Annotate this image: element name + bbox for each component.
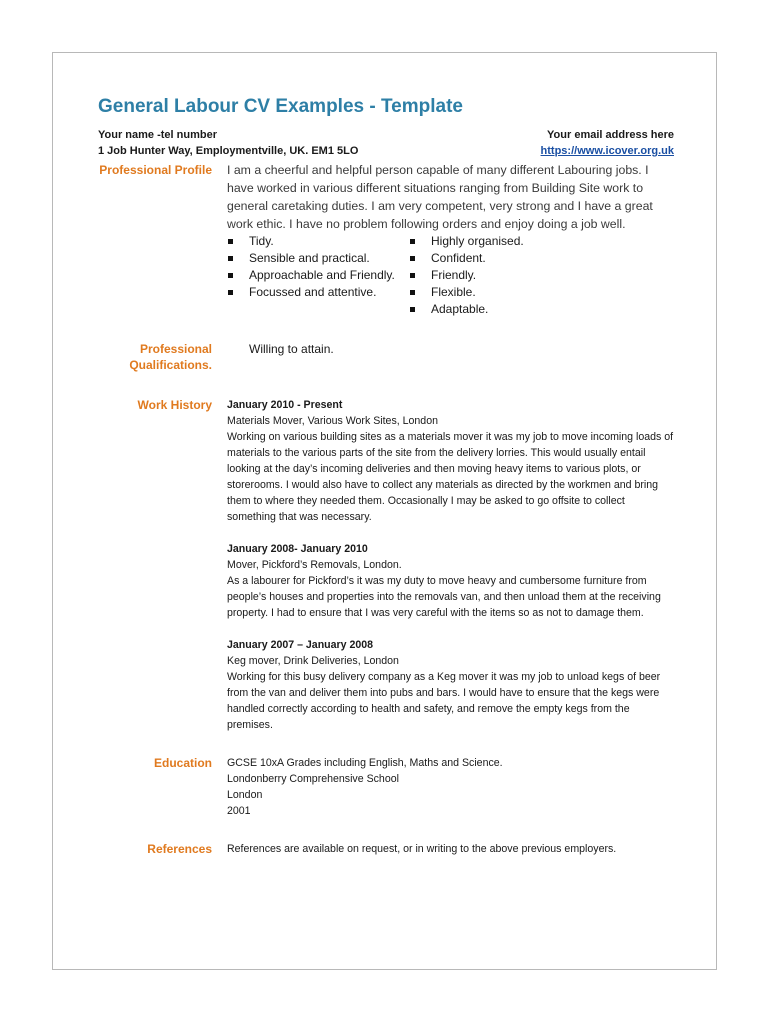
bullet-item: Approachable and Friendly.: [227, 267, 397, 284]
bullet-item: Friendly.: [409, 267, 579, 284]
contact-right: [541, 127, 674, 159]
job-role: Mover, Pickford’s Removals, London.: [227, 559, 402, 571]
bullet-item: Sensible and practical.: [227, 250, 397, 267]
bullets-column-1: [227, 233, 397, 301]
education-body: [227, 755, 674, 819]
job-entry: [227, 397, 674, 525]
profile-section: [98, 161, 674, 319]
address-line: 1 Job Hunter Way, Employmentville, UK. EM1 5LO: [98, 145, 359, 157]
cv-page: [52, 52, 717, 970]
bullet-item: Highly organised.: [409, 233, 579, 250]
job-period: January 2008- January 2010: [227, 543, 368, 555]
job-period: January 2010 - Present: [227, 399, 343, 411]
job-period: January 2007 – January 2008: [227, 639, 374, 651]
references-text: References are available on request, or in writing to the above previous employers.: [227, 843, 617, 855]
qualifications-text: Willing to attain.: [249, 342, 334, 356]
education-label: Education: [153, 756, 212, 770]
job-description: As a labourer for Pickford’s it was my duty to move heavy and cumbersome furniture from people’s houses and properties into the removals van, and then unload them at the receiving property. I had to ensure that I was very careful with the items so as not to damage them.: [227, 575, 661, 619]
name-line: Your name -tel number: [98, 129, 217, 141]
job-entry: [227, 541, 674, 621]
qualifications-body: [227, 341, 674, 357]
references-label: References: [147, 842, 212, 856]
email-line: Your email address here: [547, 129, 674, 141]
education-line: London: [227, 789, 263, 801]
qualifications-label: [98, 341, 212, 373]
work-history-section: [98, 397, 674, 733]
qualifications-label-line2: Qualifications.: [129, 358, 212, 372]
bullets-column-2: [409, 233, 579, 318]
profile-body: [227, 161, 674, 319]
job-entry: [227, 637, 674, 733]
profile-label: Professional Profile: [99, 163, 212, 177]
education-section: [98, 755, 674, 819]
work-history-label: Work History: [137, 398, 212, 412]
contact-block: [98, 127, 674, 161]
bullet-item: Tidy.: [227, 233, 397, 250]
cv-content: [98, 95, 674, 857]
qualifications-section: [98, 341, 674, 391]
work-history-body: [227, 397, 674, 733]
education-line: Londonberry Comprehensive School: [227, 773, 399, 785]
bullet-item: Focussed and attentive.: [227, 284, 397, 301]
bullet-item: Confident.: [409, 250, 579, 267]
education-line: 2001: [227, 805, 251, 817]
bullet-item: Flexible.: [409, 284, 579, 301]
education-line: GCSE 10xA Grades including English, Maths and Science.: [227, 757, 503, 769]
profile-bullets: [227, 233, 674, 319]
profile-text: I am a cheerful and helpful person capable of many different Labouring jobs. I have worked in various different situations ranging from Building Site work to general caretaking duties. I am very competent, very strong and I have a great work ethic. I have no problem following orders and enjoy doing a job well.: [227, 163, 653, 231]
contact-left: [98, 127, 358, 159]
bullet-item: Adaptable.: [409, 301, 579, 318]
references-body: [227, 841, 674, 857]
job-role: Materials Mover, Various Work Sites, London: [227, 415, 438, 427]
website-link[interactable]: https://www.icover.org.uk: [540, 145, 674, 157]
qualifications-label-line1: Professional: [139, 342, 212, 356]
job-description: Working on various building sites as a materials mover it was my job to move incoming loads of materials to the various parts of the site from the delivery lorries. This would usually entail looking at the day’s incoming deliveries and then moving heavy items to various plots, or storerooms. I would also have to collect any materials as directed by the workmen and bring them to where they needed them. Occasionally I may be asked to go offsite to collect something that was necessary.: [227, 431, 674, 523]
job-description: Working for this busy delivery company as a Keg mover it was my job to unload kegs of beer from the van and deliver them into pubs and bars. I would have to ensure that the kegs were handled correctly according to health and safety, and remove the empty kegs from the premises.: [227, 671, 661, 731]
page-title: General Labour CV Examples - Template: [98, 96, 463, 117]
references-section: [98, 841, 674, 857]
job-role: Keg mover, Drink Deliveries, London: [227, 655, 399, 667]
